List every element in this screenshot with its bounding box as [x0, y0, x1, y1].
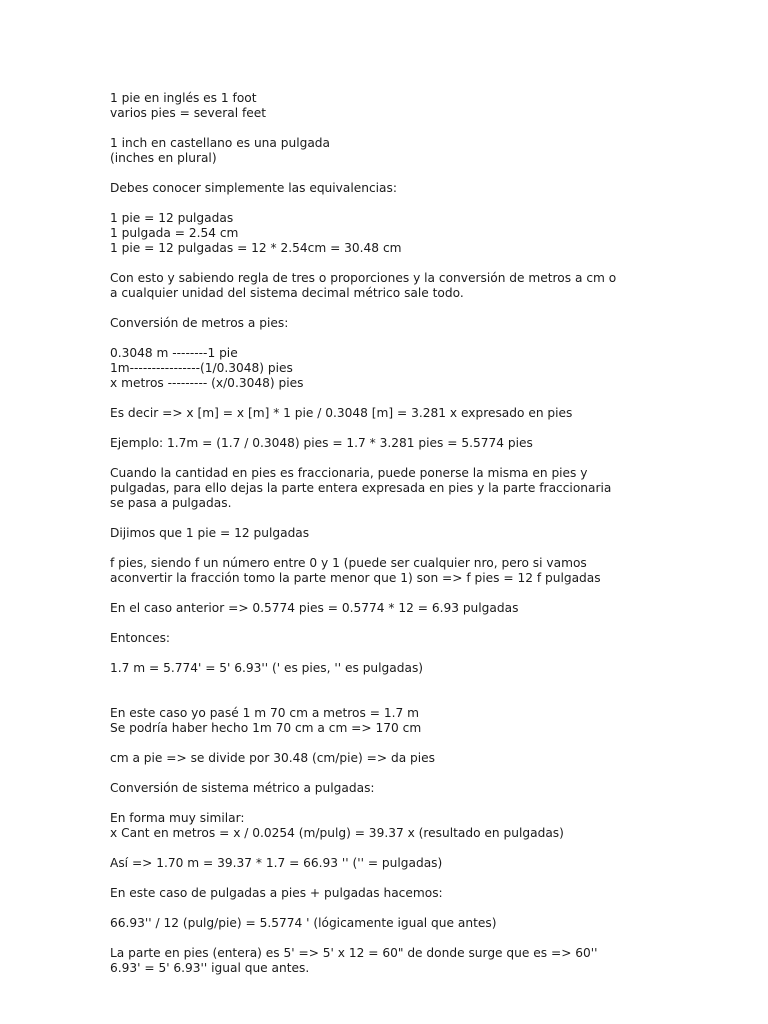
text-line: cm a pie => se divide por 30.48 (cm/pie) => da pies	[110, 751, 436, 765]
paragraph	[110, 526, 670, 541]
text-line: Debes conocer simplemente las equivalencias:	[110, 181, 397, 195]
paragraph	[110, 751, 670, 766]
text-line: 1m----------------(1/0.3048) pies	[110, 361, 293, 375]
paragraph	[110, 631, 670, 646]
text-line: (inches en plural)	[110, 151, 217, 165]
paragraph	[110, 466, 670, 511]
text-line: 66.93'' / 12 (pulg/pie) = 5.5774 ' (lógicamente igual que antes)	[110, 916, 497, 930]
text-line: Entonces:	[110, 631, 171, 645]
text-line: f pies, siendo f un número entre 0 y 1 (puede ser cualquier nro, pero si vamos	[110, 556, 587, 570]
paragraph	[110, 316, 670, 331]
text-line: Con esto y sabiendo regla de tres o proporciones y la conversión de metros a cm o	[110, 271, 617, 285]
text-line: 1 pulgada = 2.54 cm	[110, 226, 239, 240]
text-line: Así => 1.70 m = 39.37 * 1.7 = 66.93 '' ('' = pulgadas)	[110, 856, 443, 870]
paragraph	[110, 181, 670, 196]
text-line: Conversión de metros a pies:	[110, 316, 289, 330]
paragraph	[110, 556, 670, 586]
paragraph	[110, 436, 670, 451]
text-line: En el caso anterior => 0.5774 pies = 0.5774 * 12 = 6.93 pulgadas	[110, 601, 519, 615]
text-line: 1.7 m = 5.774' = 5' 6.93'' (' es pies, '' es pulgadas)	[110, 661, 424, 675]
paragraph	[110, 136, 670, 166]
paragraph	[110, 886, 670, 901]
text-line: En forma muy similar:	[110, 811, 245, 825]
text-line: 6.93' = 5' 6.93'' igual que antes.	[110, 961, 310, 975]
text-line: pulgadas, para ello dejas la parte entera expresada en pies y la parte fraccionaria	[110, 481, 612, 495]
text-line: Se podría haber hecho 1m 70 cm a cm => 170 cm	[110, 721, 422, 735]
text-line: 0.3048 m --------1 pie	[110, 346, 238, 360]
text-line: Conversión de sistema métrico a pulgadas:	[110, 781, 375, 795]
paragraph	[110, 661, 670, 676]
text-line: aconvertir la fracción tomo la parte menor que 1) son => f pies = 12 f pulgadas	[110, 571, 601, 585]
paragraph	[110, 91, 670, 121]
text-line: Dijimos que 1 pie = 12 pulgadas	[110, 526, 310, 540]
text-line: Es decir => x [m] = x [m] * 1 pie / 0.3048 [m] = 3.281 x expresado en pies	[110, 406, 573, 420]
text-line: 1 pie = 12 pulgadas = 12 * 2.54cm = 30.48 cm	[110, 241, 402, 255]
text-line: En este caso yo pasé 1 m 70 cm a metros = 1.7 m	[110, 706, 419, 720]
paragraph	[110, 811, 670, 841]
paragraph	[110, 916, 670, 931]
paragraph	[110, 406, 670, 421]
paragraph	[110, 781, 670, 796]
paragraph	[110, 946, 670, 976]
paragraph	[110, 856, 670, 871]
text-line: La parte en pies (entera) es 5' => 5' x 12 = 60" de donde surge que es => 60''	[110, 946, 598, 960]
paragraph	[110, 601, 670, 616]
text-line: x Cant en metros = x / 0.0254 (m/pulg) = 39.37 x (resultado en pulgadas)	[110, 826, 564, 840]
text-line: varios pies = several feet	[110, 106, 267, 120]
paragraph	[110, 211, 670, 256]
text-line: se pasa a pulgadas.	[110, 496, 232, 510]
paragraph	[110, 271, 670, 301]
text-line: Ejemplo: 1.7m = (1.7 / 0.3048) pies = 1.7 * 3.281 pies = 5.5774 pies	[110, 436, 533, 450]
paragraph	[110, 346, 670, 391]
text-line: a cualquier unidad del sistema decimal métrico sale todo.	[110, 286, 464, 300]
document-page	[110, 91, 670, 991]
text-line: 1 inch en castellano es una pulgada	[110, 136, 330, 150]
paragraph	[110, 706, 670, 736]
text-line: 1 pie en inglés es 1 foot	[110, 91, 257, 105]
text-line: 1 pie = 12 pulgadas	[110, 211, 234, 225]
text-line: Cuando la cantidad en pies es fraccionaria, puede ponerse la misma en pies y	[110, 466, 588, 480]
text-line: En este caso de pulgadas a pies + pulgadas hacemos:	[110, 886, 443, 900]
text-line: x metros --------- (x/0.3048) pies	[110, 376, 304, 390]
